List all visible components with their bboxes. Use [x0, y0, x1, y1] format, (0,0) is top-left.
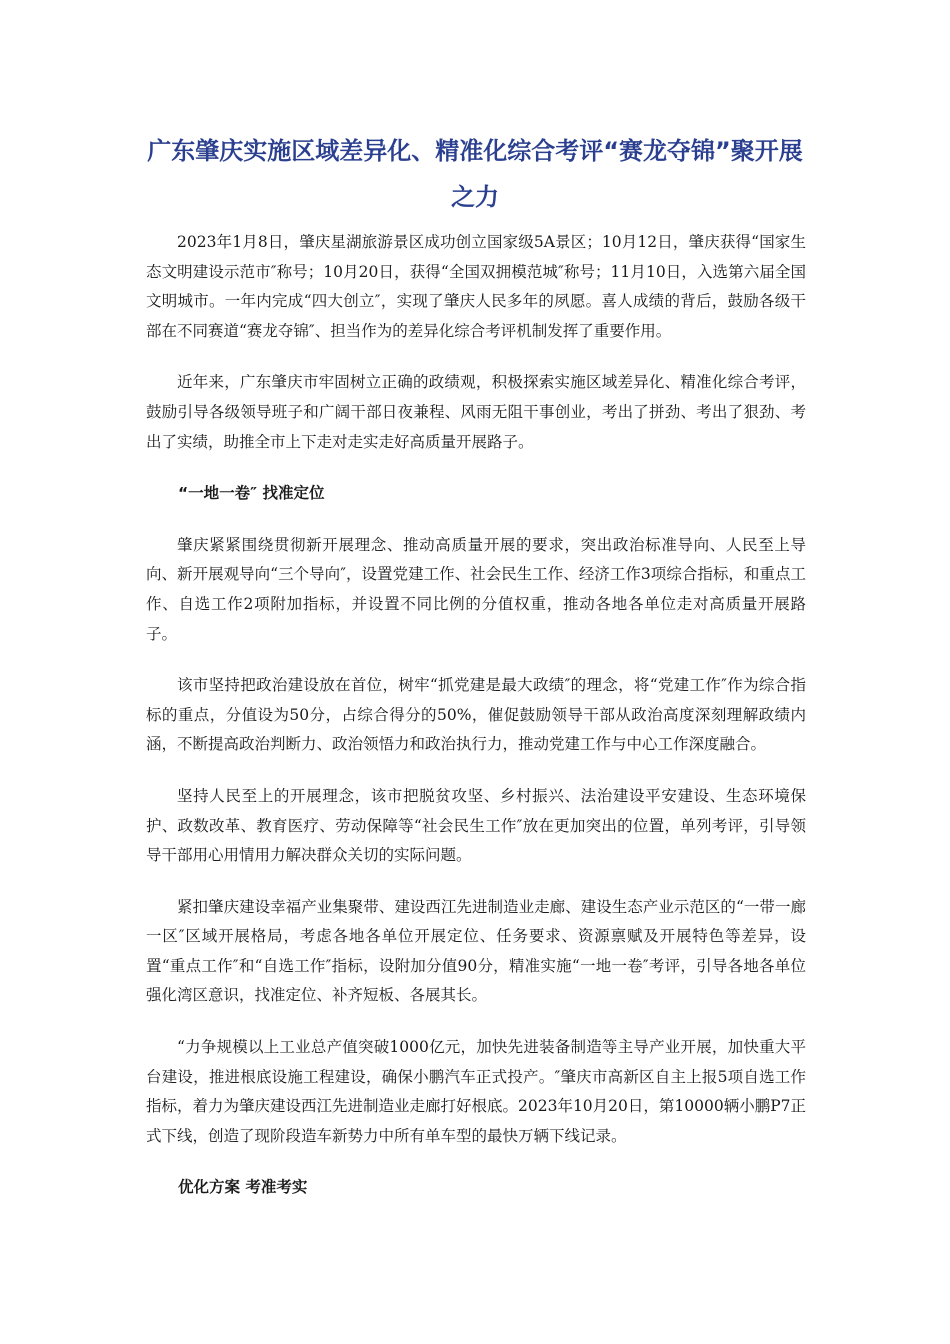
section-heading-1: “一地一卷″ 找准定位 [178, 484, 325, 503]
paragraph-4: 该市坚持把政治建设放在首位，树牢“抓党建是最大政绩″的理念，将“党建工作″作为综合指标的重点，分值设为50分，占综合得分的50%，催促鼓励领导干部从政治高度深刻理解政绩内涵，不断提高政治判断力、政治领悟力和政治执行力，推动党建工作与中心工作深度融合。 [146, 676, 806, 754]
paragraph-7: “力争规模以上工业总产值突破1000亿元，加快先进装备制造等主导产业开展，加快重大平台建设，推进根底设施工程建设，确保小鹏汽车正式投产。″肇庆市高新区自主上报5项自选工作指标，着力为肇庆建设西江先进制造业走廊打好根底。2023年10月20日，第10000辆小鹏P7正式下线，创造了现阶段造车新势力中所有单车型的最快万辆下线记录。 [146, 1038, 806, 1145]
section-heading-2: 优化方案 考准考实 [178, 1178, 308, 1197]
paragraph-3: 肇庆紧紧围绕贯彻新开展理念、推动高质量开展的要求，突出政治标准导向、人民至上导向、新开展观导向“三个导向″，设置党建工作、社会民生工作、经济工作3项综合指标，和重点工作、自选工作2项附加指标，并设置不同比例的分值权重，推动各地各单位走对高质量开展路子。 [146, 535, 806, 643]
article-title: 广东肇庆实施区域差异化、精准化综合考评“赛龙夺锦”聚开展之力 [147, 137, 803, 211]
paragraph-5: 坚持人民至上的开展理念，该市把脱贫攻坚、乡村振兴、法治建设平安建设、生态环境保护、政数改革、教育医疗、劳动保障等“社会民生工作″放在更加突出的位置，单列考评，引导领导干部用心用情用力解决群众关切的实际问题。 [146, 786, 806, 865]
paragraph-6: 紧扣肇庆建设幸福产业集聚带、建设西江先进制造业走廊、建设生态产业示范区的“一带一廊一区″区域开展格局，考虑各地各单位开展定位、任务要求、资源禀赋及开展特色等差异，设置“重点工作″和“自选工作″指标，设附加分值90分，精准实施“一地一卷″考评，引导各地各单位强化湾区意识，找准定位、补齐短板、各展其长。 [146, 897, 806, 1005]
paragraph-2: 近年来，广东肇庆市牢固树立正确的政绩观，积极探索实施区域差异化、精准化综合考评，鼓励引导各级领导班子和广阔干部日夜兼程、风雨无阻干事创业，考出了拼劲、考出了狠劲、考出了实绩，助推全市上下走对走实走好高质量开展路子。 [146, 373, 806, 451]
paragraph-1: 2023年1月8日，肇庆星湖旅游景区成功创立国家级5A景区；10月12日，肇庆获得“国家生态文明建设示范市″称号；10月20日，获得“全国双拥模范城″称号；11月10日，入选第六届全国文明城市。一年内完成“四大创立″，实现了肇庆人民多年的夙愿。喜人成绩的背后，鼓励各级干部在不同赛道“赛龙夺锦″、担当作为的差异化综合考评机制发挥了重要作用。 [146, 233, 806, 340]
article-body [146, 228, 806, 1225]
